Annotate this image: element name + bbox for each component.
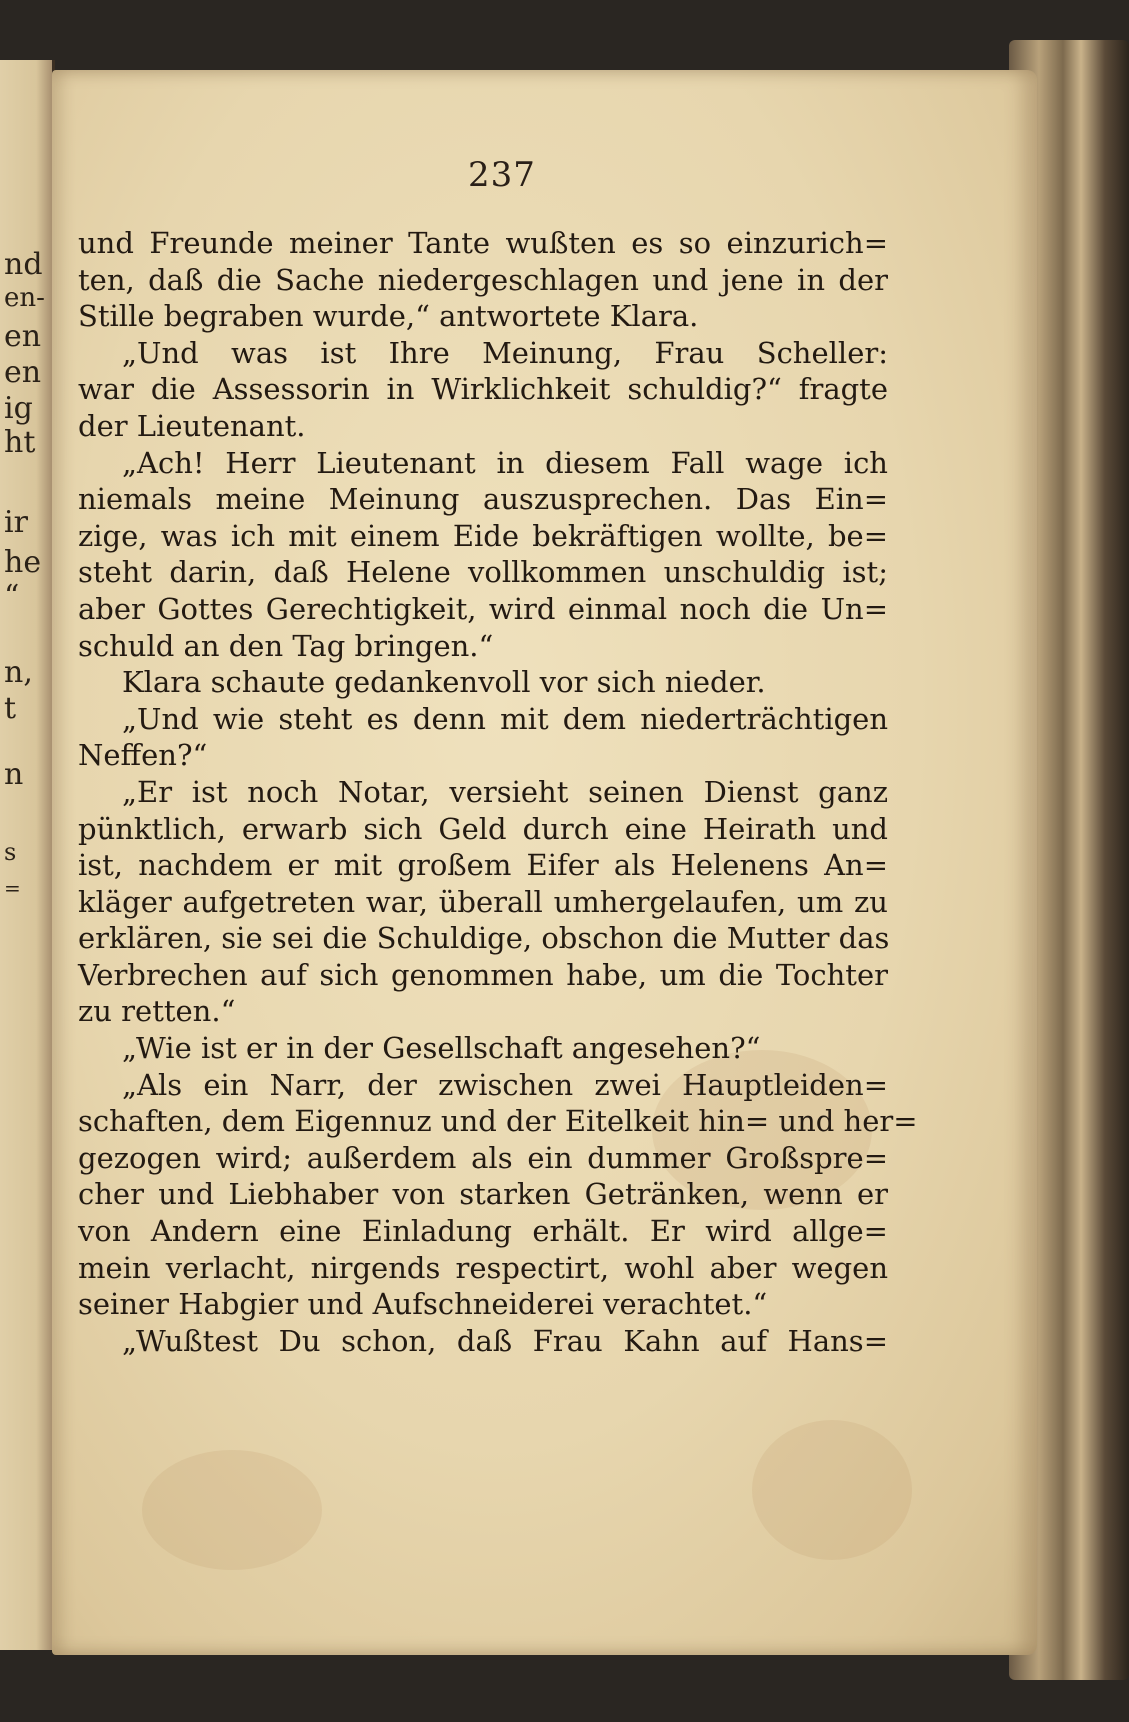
text-line: erklären, sie sei die Schuldige, obschon die Mutter das — [78, 921, 890, 956]
text-line: „Wußtest Du schon, daß Frau Kahn auf Hans= — [122, 1323, 888, 1358]
text-line: Stille begraben wurde,“ antwortete Klara. — [78, 299, 699, 334]
left-page-fragment: = — [4, 876, 21, 900]
left-page-fragment: n — [4, 757, 24, 792]
text-line: cher und Liebhaber von starken Getränken, wenn er — [78, 1177, 888, 1212]
text-line: „Wie ist er in der Gesellschaft angesehen?“ — [122, 1031, 761, 1066]
text-line: war die Assessorin in Wirklichkeit schuldig?“ fragte — [78, 372, 888, 407]
text-line: „Und was ist Ihre Meinung, Frau Scheller: — [122, 335, 888, 370]
book-page — [52, 70, 1037, 1655]
left-page-fragment: ig — [4, 391, 33, 426]
text-line: steht darin, daß Helene vollkommen unschuldig ist; — [78, 555, 888, 590]
left-page-fragment: “ — [4, 579, 20, 614]
text-line: schuld an den Tag bringen.“ — [78, 628, 494, 663]
left-page-edge — [0, 60, 55, 1650]
text-line: Neffen?“ — [78, 738, 208, 773]
text-line: zige, was ich mit einem Eide bekräftigen wollte, be= — [78, 518, 888, 553]
text-line: Verbrechen auf sich genommen habe, um die Tochter — [78, 957, 888, 992]
text-line: pünktlich, erwarb sich Geld durch eine Heirath und — [78, 811, 888, 846]
left-page-fragment: n, — [4, 655, 33, 690]
page-number: 237 — [468, 155, 536, 195]
text-line: „Als ein Narr, der zwischen zwei Hauptleiden= — [122, 1067, 888, 1102]
paper-stain — [752, 1420, 912, 1560]
left-page-fragment: ir — [4, 505, 28, 540]
text-line: schaften, dem Eigennuz und der Eitelkeit hin= und her= — [78, 1104, 918, 1139]
left-page-fragment: en- — [4, 283, 45, 313]
text-line: gezogen wird; außerdem als ein dummer Großspre= — [78, 1140, 888, 1175]
left-page-fragment: t — [4, 691, 17, 726]
text-line: „Er ist noch Notar, versieht seinen Dienst ganz — [122, 774, 888, 809]
text-line: mein verlacht, nirgends respectirt, wohl aber wegen — [78, 1250, 888, 1285]
text-line: der Lieutenant. — [78, 408, 306, 443]
body-text — [78, 225, 918, 1359]
text-line: niemals meine Meinung auszusprechen. Das Ein= — [78, 482, 888, 517]
left-page-fragment: en — [4, 319, 42, 354]
text-line: und Freunde meiner Tante wußten es so einzurich= — [78, 226, 888, 260]
left-page-fragment: en — [4, 355, 42, 390]
left-page-fragment: nd — [4, 247, 43, 282]
paper-stain — [142, 1450, 322, 1570]
left-page-fragment: s — [4, 838, 17, 866]
text-line: „Und wie steht es denn mit dem niederträchtigen — [122, 701, 888, 736]
text-line: „Ach! Herr Lieutenant in diesem Fall wage ich — [122, 445, 888, 480]
text-line: seiner Habgier und Aufschneiderei verachtet.“ — [78, 1287, 768, 1322]
text-line: ist, nachdem er mit großem Eifer als Helenens An= — [78, 848, 888, 883]
text-line: Klara schaute gedankenvoll vor sich nieder. — [122, 665, 766, 700]
text-line: aber Gottes Gerechtigkeit, wird einmal noch die Un= — [78, 591, 888, 626]
text-line: ten, daß die Sache niedergeschlagen und jene in der — [78, 262, 888, 297]
left-page-fragment: he — [4, 545, 42, 580]
left-page-fragment: ht — [4, 425, 36, 460]
text-line: zu retten.“ — [78, 994, 236, 1029]
text-line: von Andern eine Einladung erhält. Er wird allge= — [78, 1214, 888, 1249]
text-line: kläger aufgetreten war, überall umhergelaufen, um zu — [78, 884, 888, 919]
